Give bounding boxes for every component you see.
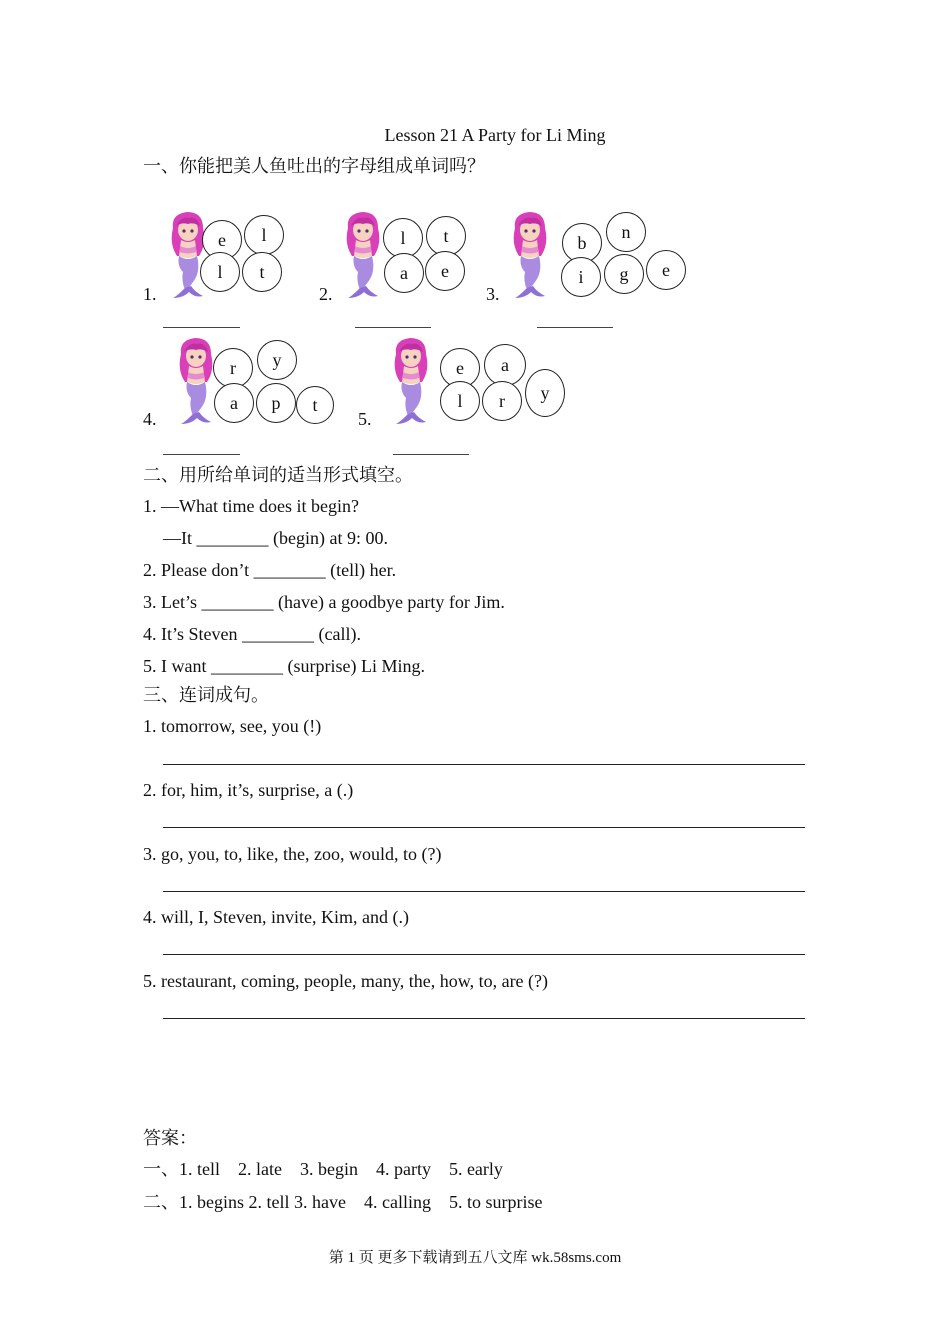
- letter-bubble: a: [484, 344, 526, 386]
- letter-bubble: r: [482, 381, 522, 421]
- section1-heading: 一、你能把美人鱼吐出的字母组成单词吗？: [143, 156, 485, 176]
- letter-bubble: r: [213, 348, 253, 388]
- letter-bubble: p: [256, 383, 296, 423]
- letter-bubble: l: [244, 215, 284, 255]
- section2-heading: 二、用所给单词的适当形式填空。: [143, 465, 413, 485]
- letter-bubble: l: [440, 381, 480, 421]
- fill-line: —It ________ (begin) at 9: 00.: [163, 528, 388, 548]
- letter-bubble: t: [242, 252, 282, 292]
- answer-line: [163, 1018, 805, 1019]
- answers-line-1: 一、1. tell 2. late 3. begin 4. party 5. early: [143, 1159, 503, 1179]
- item5-number: 5.: [358, 409, 372, 429]
- letter-bubble: a: [384, 253, 424, 293]
- fill-line: 5. I want ________ (surprise) Li Ming.: [143, 656, 425, 676]
- letter-bubble: l: [383, 218, 423, 258]
- letter-bubble: g: [604, 254, 644, 294]
- letter-bubble: t: [426, 216, 466, 256]
- answer-blank: [355, 327, 431, 328]
- item4-number: 4.: [143, 409, 157, 429]
- fill-line: 2. Please don’t ________ (tell) her.: [143, 560, 397, 580]
- sentence-item: 3. go, you, to, like, the, zoo, would, to (?): [143, 844, 442, 864]
- mermaid-icon: [170, 336, 222, 426]
- answer-line: [163, 827, 805, 828]
- letter-bubble: y: [257, 340, 297, 380]
- letter-bubble: n: [606, 212, 646, 252]
- answer-blank: [537, 327, 613, 328]
- answer-line: [163, 764, 805, 765]
- item1-number: 1.: [143, 284, 157, 304]
- fill-line: 3. Let’s ________ (have) a goodbye party for Jim.: [143, 592, 505, 612]
- page-footer: 第 1 页 更多下载请到五八文库 wk.58sms.com: [328, 1250, 622, 1266]
- letter-bubble: t: [296, 386, 334, 424]
- item2-number: 2.: [319, 284, 333, 304]
- sentence-item: 4. will, I, Steven, invite, Kim, and (.): [143, 907, 409, 927]
- item3-number: 3.: [486, 284, 500, 304]
- letter-bubble: l: [200, 252, 240, 292]
- letter-bubble: a: [214, 383, 254, 423]
- letter-bubble: e: [425, 251, 465, 291]
- answers-line-2: 二、1. begins 2. tell 3. have 4. calling 5. to surprise: [143, 1192, 543, 1212]
- answer-blank: [393, 454, 469, 455]
- answer-line: [163, 891, 805, 892]
- answers-heading: 答案：: [143, 1128, 197, 1148]
- section3-heading: 三、连词成句。: [143, 685, 269, 705]
- letter-bubble: e: [202, 220, 242, 260]
- fill-line: 4. It’s Steven ________ (call).: [143, 624, 361, 644]
- answer-blank: [163, 327, 240, 328]
- sentence-item: 1. tomorrow, see, you (!): [143, 716, 322, 736]
- letter-bubble: y: [525, 369, 565, 417]
- sentence-item: 2. for, him, it’s, surprise, a (.): [143, 780, 354, 800]
- mermaid-icon: [385, 336, 437, 426]
- answer-blank: [163, 454, 240, 455]
- letter-bubble: e: [646, 250, 686, 290]
- fill-line: 1. —What time does it begin?: [143, 496, 359, 516]
- sentence-item: 5. restaurant, coming, people, many, the, how, to, are (?): [143, 971, 549, 991]
- mermaid-icon: [337, 210, 389, 300]
- page-title: Lesson 21 A Party for Li Ming: [384, 125, 606, 145]
- letter-bubble: b: [562, 223, 602, 263]
- answer-line: [163, 954, 805, 955]
- mermaid-icon: [504, 210, 556, 300]
- letter-bubble: i: [561, 257, 601, 297]
- letter-bubble: e: [440, 348, 480, 388]
